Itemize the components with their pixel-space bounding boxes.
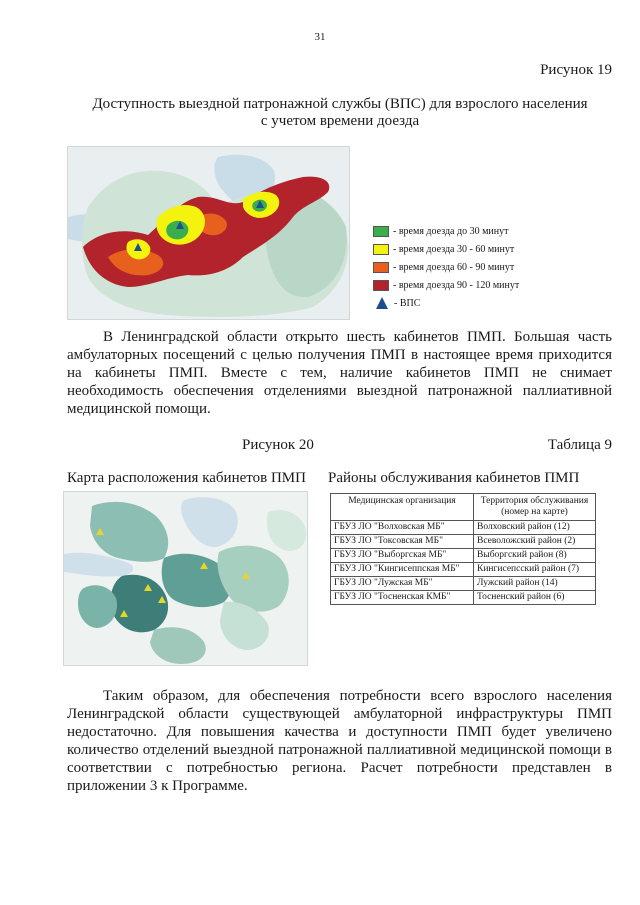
cell-organization: ГБУЗ ЛО "Кингисеппская МБ" — [331, 563, 474, 577]
cell-territory: Тосненский район (6) — [474, 591, 596, 605]
legend-swatch-red — [373, 280, 389, 291]
paragraph-1: В Ленинградской области открыто шесть кабинетов ПМП. Большая часть амбулаторных посещений с целью получения ПМП в настоящее время приходится на кабинеты ПМП. Вместе с тем, наличие кабинетов ПМП не снимает необходимость обеспечения отделениями выездной патронажной паллиативной медицинской помощи. — [67, 329, 612, 417]
table-header-row — [331, 494, 596, 521]
table-9-label: Таблица 9 — [547, 437, 612, 453]
cell-organization: ГБУЗ ЛО "Лужская МБ" — [331, 577, 474, 591]
cell-territory: Лужский район (14) — [474, 577, 596, 591]
legend-item-90-120 — [373, 276, 519, 294]
cell-territory: Волховский район (12) — [474, 521, 596, 535]
legend-label: - время доезда 30 - 60 минут — [393, 243, 515, 255]
table-9 — [330, 493, 596, 605]
figure-19-legend — [373, 222, 519, 312]
legend-label: - время доезда до 30 минут — [393, 225, 509, 237]
page-number: 31 — [314, 31, 326, 43]
legend-item-60-90 — [373, 258, 519, 276]
cell-organization: ГБУЗ ЛО "Токсовская МБ" — [331, 535, 474, 549]
cell-organization: ГБУЗ ЛО "Тосненская КМБ" — [331, 591, 474, 605]
map-graphic — [68, 147, 350, 320]
table-row — [331, 563, 596, 577]
table-9-title: Районы обслуживания кабинетов ПМП — [328, 470, 580, 486]
table-row — [331, 549, 596, 563]
table-row — [331, 591, 596, 605]
map-graphic — [64, 492, 308, 666]
table-row — [331, 535, 596, 549]
cell-organization: ГБУЗ ЛО "Выборгская МБ" — [331, 549, 474, 563]
legend-item-vps — [373, 294, 519, 312]
figure-19-title — [60, 96, 620, 130]
cell-territory: Всеволожский район (2) — [474, 535, 596, 549]
legend-swatch-yellow — [373, 244, 389, 255]
legend-label: - время доезда 60 - 90 минут — [393, 261, 515, 273]
triangle-icon — [376, 297, 388, 309]
legend-label: - время доезда 90 - 120 минут — [393, 279, 520, 291]
figure-19-title-line2: с учетом времени доезда — [260, 113, 420, 129]
legend-item-30-60 — [373, 240, 519, 258]
cell-territory: Кингисепсский район (7) — [474, 563, 596, 577]
header-territory: Территория обслуживания (номер на карте) — [474, 494, 596, 521]
figure-20-label: Рисунок 20 — [242, 437, 314, 453]
figure-20-title: Карта расположения кабинетов ПМП — [67, 470, 306, 486]
figure-19-title-line1: Доступность выездной патронажной службы (ВПС) для взрослого населения — [92, 96, 588, 112]
paragraph-2: Таким образом, для обеспечения потребности всего взрослого населения Ленинградской области существующей амбулаторной инфраструктуры ПМП недостаточно. Для повышения качества и доступности ПМП будет увеличено количество отделений выездной патронажной паллиативной медицинской помощи в соответствии с потребностью региона. Расчет потребности представлен в приложении 3 к Программе. — [67, 688, 612, 794]
vps-accessibility-map — [67, 146, 350, 320]
header-organization: Медицинская организация — [331, 494, 474, 521]
figure-19-label: Рисунок 19 — [540, 62, 612, 78]
legend-label: - ВПС — [394, 297, 421, 309]
pmp-cabinets-map — [63, 491, 308, 666]
legend-item-under-30 — [373, 222, 519, 240]
table-row — [331, 521, 596, 535]
legend-swatch-orange — [373, 262, 389, 273]
cell-territory: Выборгский район (8) — [474, 549, 596, 563]
cell-organization: ГБУЗ ЛО "Волховская МБ" — [331, 521, 474, 535]
table-row — [331, 577, 596, 591]
legend-swatch-green — [373, 226, 389, 237]
